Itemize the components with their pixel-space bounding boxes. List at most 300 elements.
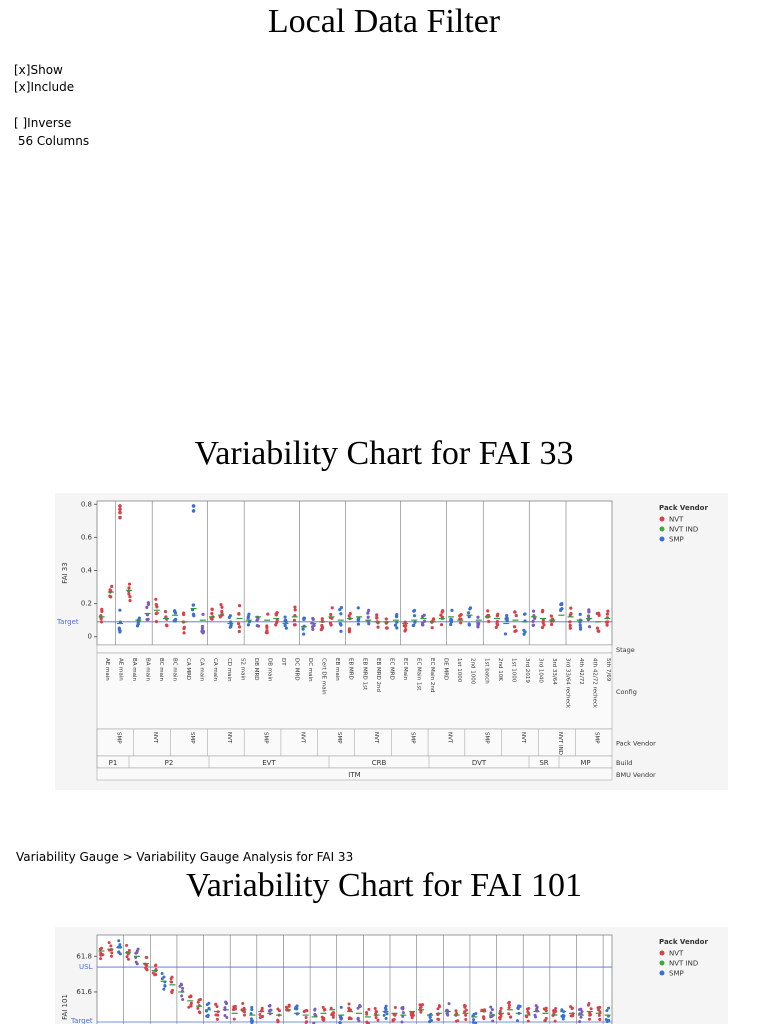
config-label: CA main <box>198 658 205 682</box>
data-point <box>597 1006 600 1009</box>
label-row <box>97 645 612 653</box>
data-point <box>449 619 452 622</box>
data-point <box>147 601 150 604</box>
data-point <box>569 627 572 630</box>
data-point <box>587 614 590 617</box>
outlier-point <box>118 516 122 520</box>
chart2-svg <box>55 927 728 1024</box>
data-point <box>504 632 507 635</box>
data-point <box>597 629 600 632</box>
data-point <box>579 624 582 627</box>
y-tick-label: 0.6 <box>80 533 92 542</box>
config-label: EB MRD <box>347 658 354 680</box>
data-point <box>237 612 240 615</box>
data-point <box>110 955 113 958</box>
chart1-panel <box>55 493 728 790</box>
data-point <box>459 613 462 616</box>
y-tick-label: 0.4 <box>80 566 92 575</box>
data-point <box>357 606 360 609</box>
filter-title: Local Data Filter <box>267 3 501 40</box>
data-point <box>395 621 398 624</box>
data-point <box>376 1019 379 1022</box>
data-point <box>250 1020 253 1023</box>
data-point <box>392 1018 395 1021</box>
data-point <box>543 1008 546 1011</box>
data-point <box>220 606 223 609</box>
row-title: Stage <box>616 646 635 654</box>
data-point <box>366 612 369 615</box>
data-point <box>275 612 278 615</box>
row-title: Config <box>616 688 637 696</box>
data-point <box>250 1006 253 1009</box>
data-point <box>118 609 121 612</box>
data-point <box>606 610 609 613</box>
data-point <box>243 1014 246 1017</box>
data-point <box>265 624 268 627</box>
data-point <box>108 941 111 944</box>
data-point <box>127 958 130 961</box>
data-point <box>367 616 370 619</box>
data-point <box>367 1008 370 1011</box>
data-point <box>269 1009 272 1012</box>
data-point <box>571 1014 574 1017</box>
data-point <box>127 586 130 589</box>
data-point <box>469 606 472 609</box>
data-point <box>118 627 121 630</box>
columns-count: 56 Columns <box>14 134 90 148</box>
data-point <box>412 624 415 627</box>
data-point <box>321 617 324 620</box>
config-label: 3rd 1040 <box>537 658 544 683</box>
data-point <box>515 614 518 617</box>
data-point <box>211 608 214 611</box>
config-label: 1st 1000 <box>510 658 517 683</box>
data-point <box>411 1016 414 1019</box>
data-point <box>413 614 416 617</box>
data-point <box>155 620 158 623</box>
legend-label: SMP <box>669 535 684 544</box>
config-label: EC Main 1st <box>415 658 422 691</box>
data-point <box>294 608 297 611</box>
data-point <box>507 1012 510 1015</box>
data-point <box>459 621 462 624</box>
data-point <box>357 623 360 626</box>
data-point <box>258 1013 261 1016</box>
data-point <box>531 620 534 623</box>
data-point <box>527 1007 530 1010</box>
data-point <box>455 1009 458 1012</box>
data-point <box>276 619 279 622</box>
data-point <box>421 623 424 626</box>
data-point <box>322 1006 325 1009</box>
label-row <box>97 756 612 768</box>
include-checkbox[interactable]: [x]Include <box>14 80 75 94</box>
data-point <box>559 603 562 606</box>
inverse-checkbox[interactable]: [ ]Inverse <box>14 116 72 130</box>
data-point <box>367 609 370 612</box>
legend-title: Pack Vendor <box>659 938 708 946</box>
legend-marker <box>660 537 665 542</box>
data-point <box>237 622 240 625</box>
config-label: 2nd 1000 <box>469 658 476 685</box>
build-label: SR <box>539 759 549 767</box>
data-point <box>441 609 444 612</box>
data-point <box>181 998 184 1001</box>
build-label: CRB <box>371 759 387 767</box>
data-point <box>598 1014 601 1017</box>
data-point <box>476 616 479 619</box>
usl-label: USL <box>79 963 93 972</box>
config-label: 3rd 2019 <box>523 658 530 683</box>
data-point <box>162 988 165 991</box>
data-point <box>519 1005 522 1008</box>
data-point <box>506 619 509 622</box>
data-point <box>375 1010 378 1013</box>
data-point <box>605 621 608 624</box>
data-point <box>109 595 112 598</box>
data-point <box>173 610 176 613</box>
data-point <box>329 613 332 616</box>
data-point <box>569 607 572 610</box>
data-point <box>474 1012 477 1015</box>
y-tick-label: 61.6 <box>76 987 92 996</box>
data-point <box>587 1004 590 1007</box>
data-point <box>223 1014 226 1017</box>
data-point <box>509 1015 512 1018</box>
data-point <box>153 973 156 976</box>
data-point <box>110 951 113 954</box>
data-point <box>532 610 535 613</box>
data-point <box>225 1002 228 1005</box>
pack-vendor-label: NVT <box>225 732 232 744</box>
data-point <box>513 625 516 628</box>
data-point <box>605 624 608 627</box>
y-tick-label: 0.8 <box>80 500 92 509</box>
data-point <box>125 944 128 947</box>
data-point <box>580 1016 583 1019</box>
data-point <box>147 618 150 621</box>
data-point <box>596 626 599 629</box>
config-label: CA MRD <box>185 658 192 681</box>
data-point <box>578 1020 581 1023</box>
data-point <box>127 592 130 595</box>
data-point <box>220 610 223 613</box>
data-point <box>100 610 103 613</box>
data-point <box>261 1015 264 1018</box>
data-point <box>522 629 525 632</box>
data-point <box>288 1005 291 1008</box>
data-point <box>436 1007 439 1010</box>
outlier-point <box>192 504 196 508</box>
data-point <box>513 610 516 613</box>
config-label: DE MRD <box>442 658 449 681</box>
data-point <box>100 617 103 620</box>
data-point <box>229 626 232 629</box>
data-point <box>338 608 341 611</box>
data-point <box>386 626 389 629</box>
data-point <box>305 1009 308 1012</box>
data-point <box>293 605 296 608</box>
legend-label: NVT <box>669 515 684 524</box>
data-point <box>498 1016 501 1019</box>
config-label: BC main <box>157 658 164 682</box>
data-point <box>223 1006 226 1009</box>
data-point <box>196 1007 199 1010</box>
config-label: EC Main <box>401 658 408 681</box>
data-point <box>266 613 269 616</box>
config-label: 3rd 33/64 recheck <box>564 658 571 709</box>
data-point <box>357 1019 360 1022</box>
data-point <box>156 611 159 614</box>
plot-area <box>97 935 612 1024</box>
data-point <box>431 626 434 629</box>
data-point <box>145 956 148 959</box>
config-label: AE main <box>103 658 110 681</box>
data-point <box>165 623 168 626</box>
config-label: 5th 7/69 <box>605 658 612 682</box>
data-point <box>403 624 406 627</box>
data-point <box>588 1018 591 1021</box>
data-point <box>170 981 173 984</box>
data-point <box>508 1001 511 1004</box>
data-point <box>589 1013 592 1016</box>
config-label: EB MRD 1st <box>361 658 368 691</box>
y-tick-label: 0.2 <box>80 599 92 608</box>
config-label: 1st batch <box>483 658 490 684</box>
data-point <box>274 623 277 626</box>
data-point <box>329 622 332 625</box>
data-point <box>496 613 499 616</box>
data-point <box>394 1006 397 1009</box>
data-point <box>100 620 103 623</box>
data-point <box>201 631 204 634</box>
data-point <box>587 610 590 613</box>
data-point <box>238 604 241 607</box>
pack-vendor-label: SMP <box>336 732 343 744</box>
config-label: EC MRD <box>388 658 395 680</box>
y-tick-label: 61.8 <box>76 952 92 961</box>
data-point <box>295 1006 298 1009</box>
data-point <box>285 627 288 630</box>
data-point <box>348 1003 351 1006</box>
data-point <box>606 613 609 616</box>
config-label: EB MRD 2nd <box>374 658 381 693</box>
data-point <box>410 1013 413 1016</box>
data-point <box>302 632 305 635</box>
data-point <box>489 1015 492 1018</box>
pack-vendor-label: SMP <box>188 732 195 744</box>
data-point <box>605 1018 608 1021</box>
chart1-svg <box>55 493 728 790</box>
pack-vendor-label: NVT <box>372 732 379 744</box>
data-point <box>117 939 120 942</box>
data-point <box>375 1016 378 1019</box>
legend-marker <box>660 971 665 976</box>
bmu-vendor-label: ITM <box>348 771 361 779</box>
data-point <box>456 1019 459 1022</box>
data-point <box>339 622 342 625</box>
data-point <box>201 613 204 616</box>
config-label: EC Main 2nd <box>429 658 436 693</box>
data-point <box>161 972 164 975</box>
data-point <box>206 1003 209 1006</box>
data-point <box>190 1002 193 1005</box>
data-point <box>301 628 304 631</box>
data-point <box>383 1014 386 1017</box>
build-label: MP <box>580 759 591 767</box>
data-point <box>340 1006 343 1009</box>
data-point <box>578 621 581 624</box>
data-point <box>403 629 406 632</box>
config-label: 1st 1000 <box>456 658 463 683</box>
data-point <box>464 1018 467 1021</box>
data-point <box>155 603 158 606</box>
y-axis-label: FAI 101 <box>61 994 69 1020</box>
data-point <box>170 991 173 994</box>
data-point <box>438 1004 441 1007</box>
config-label: CD main <box>225 658 232 682</box>
build-label: DVT <box>471 759 487 767</box>
data-point <box>214 1003 217 1006</box>
legend-title: Pack Vendor <box>659 504 708 512</box>
data-point <box>283 619 286 622</box>
data-point <box>228 616 231 619</box>
data-point <box>182 627 185 630</box>
chart1-title: Variability Chart for FAI 33 <box>194 435 574 472</box>
data-point <box>126 955 129 958</box>
data-point <box>499 1010 502 1013</box>
data-point <box>568 620 571 623</box>
breadcrumb[interactable]: Variability Gauge > Variability Gauge Analysis for FAI 33 <box>16 850 354 864</box>
data-point <box>201 627 204 630</box>
data-point <box>128 582 131 585</box>
show-checkbox[interactable]: [x]Show <box>14 63 63 77</box>
data-point <box>332 1014 335 1017</box>
data-point <box>238 625 241 628</box>
build-label: P2 <box>164 759 174 767</box>
data-point <box>476 621 479 624</box>
pack-vendor-label: SMP <box>593 732 600 744</box>
data-point <box>198 1010 201 1013</box>
data-point <box>432 617 435 620</box>
data-point <box>374 1007 377 1010</box>
data-point <box>483 1008 486 1011</box>
data-point <box>331 606 334 609</box>
data-point <box>178 985 181 988</box>
data-point <box>268 1005 271 1008</box>
data-point <box>450 609 453 612</box>
data-point <box>302 618 305 621</box>
config-label: 2nd 10K <box>496 658 503 681</box>
data-point <box>569 612 572 615</box>
config-label: BA main <box>130 658 137 682</box>
data-point <box>500 1007 503 1010</box>
y-axis-label: FAI 33 <box>61 562 69 584</box>
data-point <box>136 624 139 627</box>
data-point <box>395 626 398 629</box>
config-label: DB MRD <box>252 658 259 681</box>
data-point <box>523 612 526 615</box>
data-point <box>135 961 138 964</box>
data-point <box>192 604 195 607</box>
data-point <box>440 623 443 626</box>
data-point <box>395 615 398 618</box>
config-label: S2 main <box>239 658 246 681</box>
data-point <box>135 951 138 954</box>
config-label: EB main <box>334 658 341 681</box>
pack-vendor-label: NVT <box>520 732 527 744</box>
data-point <box>182 613 185 616</box>
data-point <box>532 624 535 627</box>
data-point <box>99 948 102 951</box>
y-tick-label: 0 <box>87 632 92 641</box>
data-point <box>311 628 314 631</box>
row-title: BMU Vendor <box>616 771 656 779</box>
config-label: 3rd 33/64 <box>551 658 558 685</box>
data-point <box>357 1007 360 1010</box>
chart2-panel <box>55 927 728 1024</box>
outlier-point <box>118 507 122 511</box>
legend-label: NVT <box>669 949 684 958</box>
config-label: CA main <box>212 658 219 682</box>
data-point <box>505 614 508 617</box>
data-point <box>590 1007 593 1010</box>
data-point <box>293 623 296 626</box>
data-point <box>357 1017 360 1020</box>
data-point <box>449 623 452 626</box>
config-label: Cert DE main <box>320 658 327 695</box>
data-point <box>394 624 397 627</box>
data-point <box>489 1011 492 1014</box>
pack-vendor-label: SMP <box>409 732 416 744</box>
data-point <box>413 621 416 624</box>
data-point <box>419 1003 422 1006</box>
data-point <box>348 629 351 632</box>
pack-vendor-label: NVT <box>152 732 159 744</box>
data-point <box>542 623 545 626</box>
build-label: EVT <box>262 759 276 767</box>
data-point <box>313 1009 316 1012</box>
data-point <box>182 631 185 634</box>
data-point <box>607 1007 610 1010</box>
config-label: DC main <box>307 658 314 682</box>
data-point <box>171 976 174 979</box>
data-point <box>423 620 426 623</box>
data-point <box>402 1011 405 1014</box>
data-point <box>605 1009 608 1012</box>
data-point <box>569 624 572 627</box>
data-point <box>219 603 222 606</box>
data-point <box>348 1017 351 1020</box>
data-point <box>562 1018 565 1021</box>
data-point <box>472 1018 475 1021</box>
data-point <box>482 1015 485 1018</box>
legend-label: NVT IND <box>669 959 699 968</box>
data-point <box>181 987 184 990</box>
data-point <box>489 1006 492 1009</box>
data-point <box>385 1012 388 1015</box>
data-point <box>340 1017 343 1020</box>
data-point <box>467 611 470 614</box>
data-point <box>559 608 562 611</box>
data-point <box>312 618 315 621</box>
data-point <box>154 598 157 601</box>
pack-vendor-label: NVT <box>446 732 453 744</box>
data-point <box>486 609 489 612</box>
data-point <box>463 1006 466 1009</box>
data-point <box>118 943 121 946</box>
target-label: Target <box>57 617 79 626</box>
